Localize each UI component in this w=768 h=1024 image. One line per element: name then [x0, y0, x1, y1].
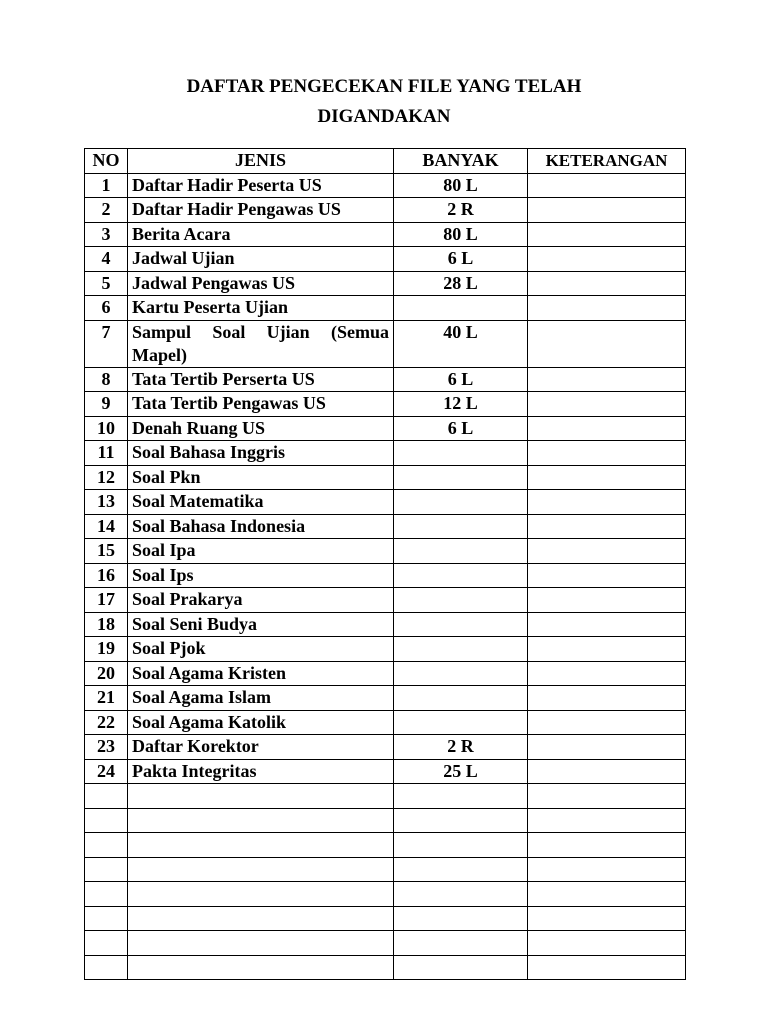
row-keterangan-cell	[528, 465, 686, 490]
table-row	[85, 735, 686, 760]
row-keterangan-cell	[528, 563, 686, 588]
row-no-cell: 24	[85, 759, 128, 784]
row-keterangan-cell	[528, 198, 686, 223]
row-jenis-cell: Soal Agama Islam	[128, 686, 394, 711]
document-title	[0, 72, 768, 132]
header-jenis: JENIS	[128, 149, 394, 174]
row-banyak-cell	[394, 833, 528, 858]
table-row	[85, 563, 686, 588]
row-no-cell: 4	[85, 247, 128, 272]
table-row	[85, 465, 686, 490]
row-no-cell	[85, 833, 128, 858]
row-no-cell: 3	[85, 222, 128, 247]
row-no-cell: 21	[85, 686, 128, 711]
row-jenis-cell	[128, 833, 394, 858]
row-keterangan-cell	[528, 759, 686, 784]
row-keterangan-cell	[528, 686, 686, 711]
row-banyak-cell	[394, 710, 528, 735]
row-no-cell: 16	[85, 563, 128, 588]
row-jenis-cell: Jadwal Pengawas US	[128, 271, 394, 296]
row-keterangan-cell	[528, 857, 686, 882]
row-no-cell: 1	[85, 173, 128, 198]
row-banyak-cell: 12 L	[394, 392, 528, 417]
table-row	[85, 931, 686, 956]
table-row	[85, 588, 686, 613]
row-jenis-cell: Soal Agama Katolik	[128, 710, 394, 735]
row-jenis-cell: Berita Acara	[128, 222, 394, 247]
row-no-cell: 11	[85, 441, 128, 466]
row-banyak-cell	[394, 465, 528, 490]
row-banyak-cell: 28 L	[394, 271, 528, 296]
table-row	[85, 173, 686, 198]
header-row	[85, 149, 686, 174]
row-keterangan-cell	[528, 173, 686, 198]
table-row	[85, 710, 686, 735]
row-banyak-cell	[394, 441, 528, 466]
header-keterangan: KETERANGAN	[528, 149, 686, 174]
row-no-cell	[85, 931, 128, 956]
table-row	[85, 539, 686, 564]
row-jenis-cell	[128, 857, 394, 882]
row-banyak-cell: 40 L	[394, 320, 528, 367]
row-no-cell: 10	[85, 416, 128, 441]
row-jenis-cell: Soal Bahasa Inggris	[128, 441, 394, 466]
table-row	[85, 247, 686, 272]
row-no-cell: 22	[85, 710, 128, 735]
row-banyak-cell	[394, 588, 528, 613]
row-jenis-cell	[128, 931, 394, 956]
row-banyak-cell	[394, 612, 528, 637]
row-no-cell: 7	[85, 320, 128, 367]
row-keterangan-cell	[528, 271, 686, 296]
row-no-cell: 2	[85, 198, 128, 223]
row-banyak-cell: 6 L	[394, 367, 528, 392]
table-row	[85, 514, 686, 539]
table-row	[85, 784, 686, 809]
table-row	[85, 392, 686, 417]
row-banyak-cell	[394, 686, 528, 711]
row-jenis-cell: Soal Matematika	[128, 490, 394, 515]
row-banyak-cell: 25 L	[394, 759, 528, 784]
row-banyak-cell: 6 L	[394, 416, 528, 441]
row-no-cell	[85, 857, 128, 882]
row-keterangan-cell	[528, 441, 686, 466]
row-jenis-cell	[128, 808, 394, 833]
row-no-cell: 18	[85, 612, 128, 637]
row-keterangan-cell	[528, 222, 686, 247]
row-jenis-cell: Soal Prakarya	[128, 588, 394, 613]
table-body	[85, 173, 686, 980]
table-row	[85, 367, 686, 392]
row-banyak-cell: 2 R	[394, 735, 528, 760]
row-keterangan-cell	[528, 735, 686, 760]
row-jenis-cell: Tata Tertib Pengawas US	[128, 392, 394, 417]
table-row	[85, 441, 686, 466]
row-jenis-cell: Soal Pjok	[128, 637, 394, 662]
row-keterangan-cell	[528, 392, 686, 417]
row-no-cell: 12	[85, 465, 128, 490]
row-banyak-cell	[394, 882, 528, 907]
table-row	[85, 271, 686, 296]
row-keterangan-cell	[528, 320, 686, 367]
row-keterangan-cell	[528, 710, 686, 735]
row-banyak-cell	[394, 563, 528, 588]
row-banyak-cell	[394, 808, 528, 833]
row-keterangan-cell	[528, 637, 686, 662]
table-row	[85, 637, 686, 662]
row-banyak-cell	[394, 296, 528, 321]
title-line-2: DIGANDAKAN	[317, 106, 451, 127]
row-banyak-cell	[394, 955, 528, 980]
row-no-cell: 14	[85, 514, 128, 539]
row-banyak-cell	[394, 661, 528, 686]
row-jenis-cell: Denah Ruang US	[128, 416, 394, 441]
row-keterangan-cell	[528, 808, 686, 833]
row-no-cell: 9	[85, 392, 128, 417]
row-jenis-cell: Soal Pkn	[128, 465, 394, 490]
row-jenis-cell: Tata Tertib Perserta US	[128, 367, 394, 392]
row-keterangan-cell	[528, 784, 686, 809]
row-no-cell: 13	[85, 490, 128, 515]
row-keterangan-cell	[528, 931, 686, 956]
row-no-cell	[85, 906, 128, 931]
table-row	[85, 490, 686, 515]
row-jenis-cell: Daftar Hadir Peserta US	[128, 173, 394, 198]
row-banyak-cell	[394, 857, 528, 882]
row-jenis-cell	[128, 955, 394, 980]
table-row	[85, 833, 686, 858]
table-row	[85, 222, 686, 247]
row-keterangan-cell	[528, 661, 686, 686]
table-row	[85, 661, 686, 686]
row-keterangan-cell	[528, 416, 686, 441]
row-no-cell: 19	[85, 637, 128, 662]
table-row	[85, 857, 686, 882]
row-jenis-cell: Kartu Peserta Ujian	[128, 296, 394, 321]
table-row	[85, 906, 686, 931]
row-jenis-cell	[128, 784, 394, 809]
row-no-cell: 8	[85, 367, 128, 392]
row-banyak-cell	[394, 490, 528, 515]
header-no: NO	[85, 149, 128, 174]
row-keterangan-cell	[528, 514, 686, 539]
row-keterangan-cell	[528, 612, 686, 637]
table-row	[85, 416, 686, 441]
row-no-cell: 5	[85, 271, 128, 296]
title-line-1: DAFTAR PENGECEKAN FILE YANG TELAH	[186, 76, 582, 97]
row-jenis-cell: Soal Bahasa Indonesia	[128, 514, 394, 539]
row-keterangan-cell	[528, 539, 686, 564]
row-jenis-cell: Soal Ipa	[128, 539, 394, 564]
row-banyak-cell	[394, 906, 528, 931]
row-keterangan-cell	[528, 490, 686, 515]
row-no-cell: 23	[85, 735, 128, 760]
table-row	[85, 198, 686, 223]
row-keterangan-cell	[528, 367, 686, 392]
table-row	[85, 759, 686, 784]
row-keterangan-cell	[528, 906, 686, 931]
row-keterangan-cell	[528, 296, 686, 321]
row-no-cell	[85, 808, 128, 833]
table-row	[85, 296, 686, 321]
row-banyak-cell	[394, 514, 528, 539]
header-banyak: BANYAK	[394, 149, 528, 174]
row-keterangan-cell	[528, 833, 686, 858]
row-banyak-cell: 80 L	[394, 222, 528, 247]
row-jenis-cell: Soal Seni Budya	[128, 612, 394, 637]
checklist-table	[84, 148, 686, 980]
row-keterangan-cell	[528, 247, 686, 272]
table-row	[85, 882, 686, 907]
row-no-cell: 15	[85, 539, 128, 564]
row-keterangan-cell	[528, 882, 686, 907]
row-banyak-cell: 2 R	[394, 198, 528, 223]
row-keterangan-cell	[528, 955, 686, 980]
row-banyak-cell	[394, 784, 528, 809]
row-banyak-cell	[394, 931, 528, 956]
row-jenis-cell: Daftar Hadir Pengawas US	[128, 198, 394, 223]
row-keterangan-cell	[528, 588, 686, 613]
row-no-cell	[85, 882, 128, 907]
row-no-cell: 6	[85, 296, 128, 321]
row-jenis-cell: Pakta Integritas	[128, 759, 394, 784]
row-jenis-cell	[128, 882, 394, 907]
row-no-cell	[85, 955, 128, 980]
row-jenis-cell: Sampul Soal Ujian (Semua Mapel)	[128, 320, 394, 367]
row-no-cell: 20	[85, 661, 128, 686]
row-no-cell: 17	[85, 588, 128, 613]
row-jenis-cell: Soal Ips	[128, 563, 394, 588]
row-jenis-cell	[128, 906, 394, 931]
row-banyak-cell	[394, 539, 528, 564]
row-jenis-cell: Daftar Korektor	[128, 735, 394, 760]
table-row	[85, 808, 686, 833]
table-row	[85, 955, 686, 980]
row-banyak-cell	[394, 637, 528, 662]
table-row	[85, 612, 686, 637]
row-jenis-cell: Jadwal Ujian	[128, 247, 394, 272]
table-row	[85, 320, 686, 367]
row-jenis-cell: Soal Agama Kristen	[128, 661, 394, 686]
row-banyak-cell: 80 L	[394, 173, 528, 198]
table-row	[85, 686, 686, 711]
row-banyak-cell: 6 L	[394, 247, 528, 272]
row-no-cell	[85, 784, 128, 809]
